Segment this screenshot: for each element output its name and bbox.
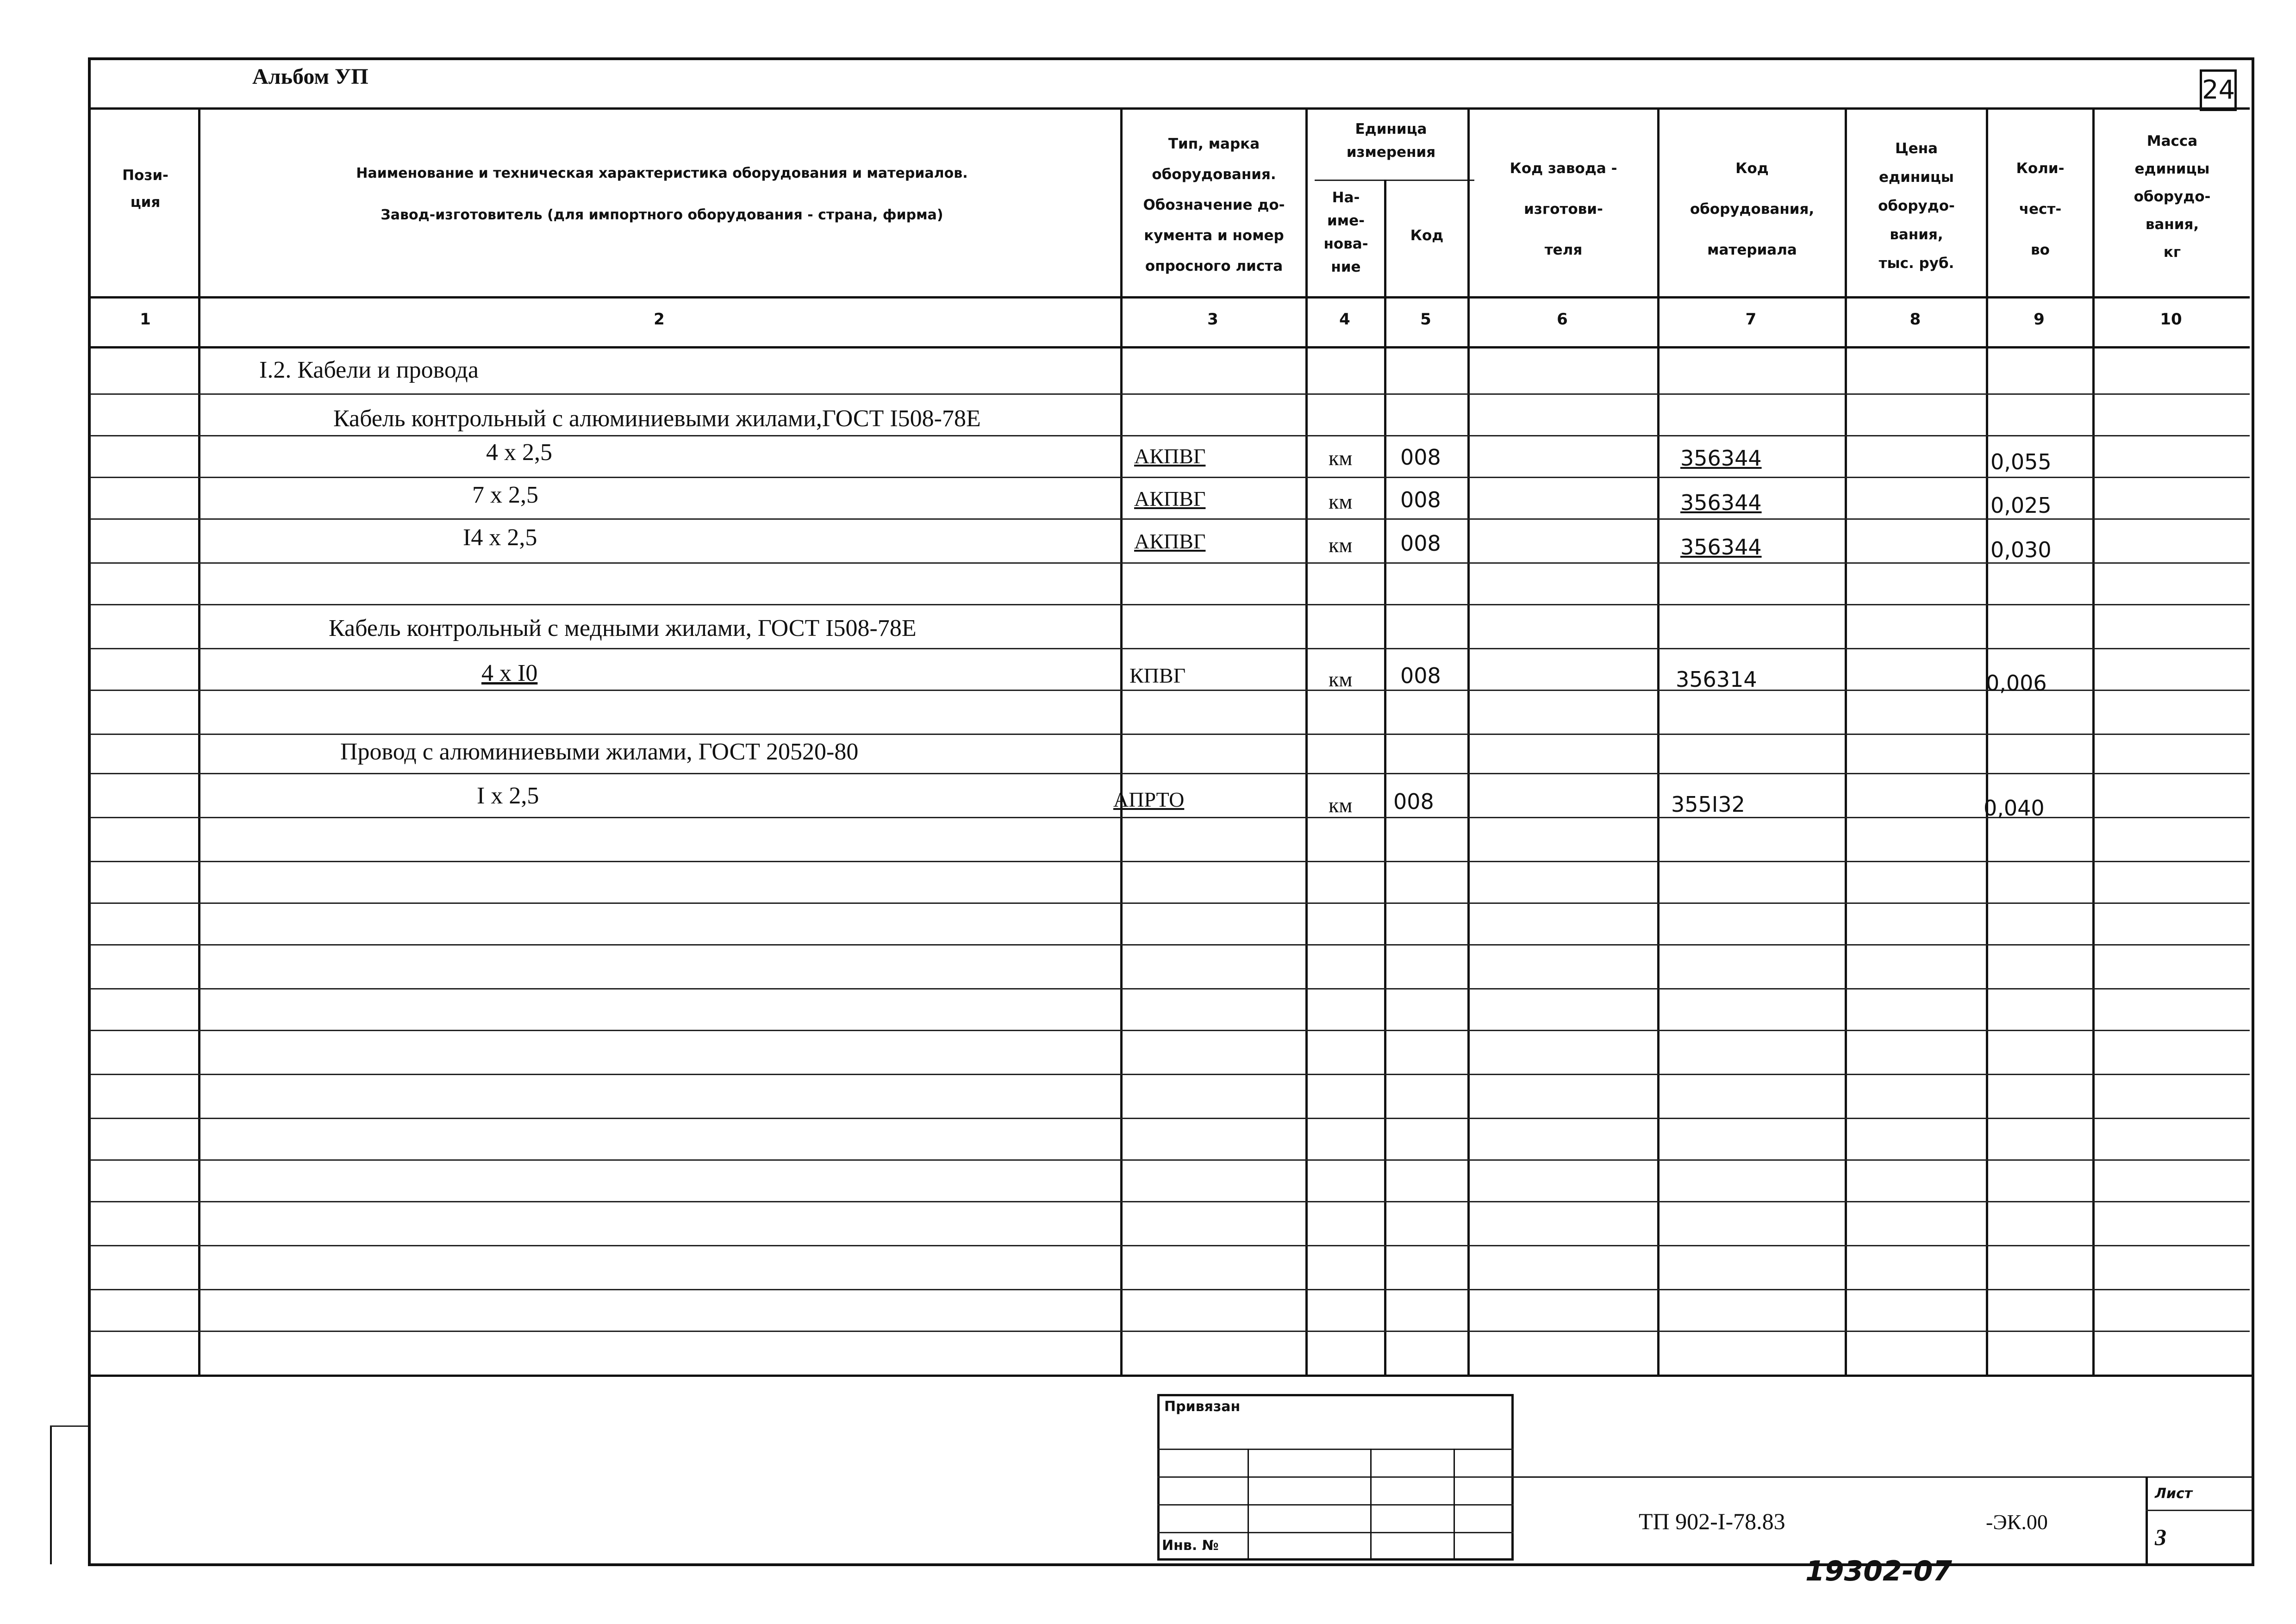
group3-title: Провод с алюминиевыми жилами, ГОСТ 20520-80 [340, 739, 859, 765]
section-title: I.2. Кабели и провода [259, 357, 479, 383]
row-rule [90, 477, 2250, 478]
row5-code: 008 [1393, 789, 1434, 814]
colnum-2: 2 [654, 310, 665, 329]
col-line-8 [1986, 107, 1988, 1375]
header-bottom-line [90, 296, 2250, 299]
row4-material: 356314 [1676, 667, 1757, 692]
row5-unit: км [1329, 793, 1353, 817]
row-rule [90, 734, 2250, 735]
row3-unit: км [1329, 533, 1353, 557]
row2-type: АКПВГ [1134, 487, 1206, 510]
row1-code: 008 [1400, 445, 1441, 470]
row-rule [90, 1159, 2250, 1161]
handwritten-number: 19302-07 [1805, 1555, 1953, 1587]
col-header-7: Код оборудования, материала [1690, 160, 1815, 258]
col-header-2: Наименование и техническая характеристика оборудования и материалов. Завод-изготовитель (для импортного оборудования - страна, фирма) [356, 165, 968, 223]
col-line-4 [1384, 180, 1386, 1375]
row5-material: 355I32 [1671, 792, 1745, 817]
row-rule [90, 902, 2250, 904]
row3-qty: 0,030 [1990, 537, 2052, 562]
row1-qty: 0,055 [1990, 449, 2052, 474]
row2-code: 008 [1400, 487, 1441, 512]
colnum-10: 10 [2160, 310, 2182, 329]
col-line-6 [1657, 107, 1660, 1375]
album-title: Альбом УП [252, 64, 368, 89]
bound-label: Привязан [1164, 1399, 1241, 1415]
colnum-4: 4 [1339, 310, 1350, 329]
row2-qty: 0,025 [1990, 493, 2052, 518]
left-binding-line [50, 1425, 52, 1564]
row5-qty: 0,040 [1984, 796, 2045, 821]
row-rule [90, 1201, 2250, 1202]
row3-name: I4 x 2,5 [463, 524, 537, 551]
stamp-line-2 [1157, 1476, 1514, 1478]
col-header-6: Код завода - изготови- теля [1510, 160, 1617, 258]
col-header-9: Коли- чест- во [2016, 160, 2065, 258]
row4-name: 4 x I0 [481, 660, 538, 686]
row-rule [90, 773, 2250, 774]
stamp-vline-2 [1370, 1449, 1372, 1560]
row-rule [90, 817, 2250, 818]
row5-type: АПРТО [1113, 788, 1185, 811]
unit-group-header: Единица измерения [1346, 121, 1436, 161]
table-bottom-line [88, 1375, 2252, 1377]
stamp-vline-1 [1248, 1449, 1249, 1560]
row2-unit: км [1329, 490, 1353, 513]
row4-qty: 0,006 [1986, 671, 2047, 696]
row-rule [90, 1289, 2250, 1290]
row-rule [90, 518, 2250, 520]
group1-title: Кабель контрольный с алюминиевыми жилами,ГОСТ I508-78Е [333, 405, 981, 432]
col-header-4: На- име- нова- ние [1323, 189, 1368, 275]
document-number: ТП 902-I-78.83 [1639, 1508, 1785, 1534]
stamp-line-4 [1157, 1532, 1514, 1533]
title-block-line [1514, 1476, 2252, 1478]
sheet-box-mid [2146, 1510, 2252, 1511]
row-rule [90, 604, 2250, 605]
col-header-5: Код [1410, 227, 1444, 244]
colnum-8: 8 [1909, 310, 1921, 329]
row-rule [90, 562, 2250, 564]
colnum-6: 6 [1557, 310, 1568, 329]
row2-name: 7 x 2,5 [472, 482, 538, 508]
col-header-10: Масса единицы оборудо- вания, кг [2134, 133, 2211, 261]
inv-label: Инв. № [1162, 1537, 1219, 1554]
left-binding-tick [50, 1425, 88, 1427]
col-header-3: Тип, марка оборудования. Обозначение до- кумента и номер опросного листа [1143, 136, 1285, 274]
row-rule [90, 1331, 2250, 1332]
row4-code: 008 [1400, 663, 1441, 688]
row-rule [90, 1030, 2250, 1031]
document-suffix: -ЭК.00 [1986, 1510, 2048, 1534]
col-header-8: Цена единицы оборудо- вания, тыс. руб. [1878, 140, 1955, 272]
col-header-1: Пози- ция [122, 167, 168, 211]
row-rule [90, 1245, 2250, 1246]
colnum-9: 9 [2034, 310, 2045, 329]
row3-code: 008 [1400, 531, 1441, 556]
row-rule [90, 393, 2250, 395]
col-line-5 [1467, 107, 1470, 1375]
row2-material: 356344 [1680, 490, 1762, 515]
col-line-1 [198, 107, 200, 1375]
row-rule [90, 1074, 2250, 1075]
col-line-7 [1845, 107, 1847, 1375]
col-line-3 [1305, 107, 1308, 1375]
colnum-bottom-line [90, 346, 2250, 348]
sheet-box-left [2146, 1476, 2148, 1564]
header-top-line [90, 107, 2250, 110]
col-line-2 [1120, 107, 1123, 1375]
row-rule [90, 648, 2250, 649]
row-rule [90, 944, 2250, 946]
stamp-vline-3 [1454, 1449, 1455, 1560]
row-rule [90, 861, 2250, 862]
unit-sub-line [1315, 180, 1474, 181]
colnum-7: 7 [1745, 310, 1757, 329]
col-line-9 [2092, 107, 2095, 1375]
row1-type: АКПВГ [1134, 444, 1206, 468]
stamp-line-3 [1157, 1504, 1514, 1506]
row-rule [90, 988, 2250, 989]
row1-material: 356344 [1680, 446, 1762, 471]
row5-name: I x 2,5 [477, 783, 539, 809]
sheet-number: 3 [2155, 1524, 2166, 1550]
colnum-1: 1 [140, 310, 151, 329]
row-rule [90, 690, 2250, 691]
row3-type: АКПВГ [1134, 529, 1206, 553]
row3-material: 356344 [1680, 535, 1762, 560]
row4-type: КПВГ [1129, 664, 1186, 687]
row1-unit: км [1329, 446, 1353, 470]
stamp-line-1 [1157, 1449, 1514, 1450]
row-rule [90, 435, 2250, 436]
colnum-5: 5 [1420, 310, 1431, 329]
row-rule [90, 1118, 2250, 1119]
sheet-label: Лист [2155, 1486, 2193, 1502]
colnum-3: 3 [1207, 310, 1218, 329]
group2-title: Кабель контрольный с медными жилами, ГОСТ I508-78Е [329, 615, 917, 641]
row1-name: 4 x 2,5 [486, 439, 552, 466]
row4-unit: км [1329, 667, 1353, 691]
page-number: 24 [2200, 69, 2237, 111]
